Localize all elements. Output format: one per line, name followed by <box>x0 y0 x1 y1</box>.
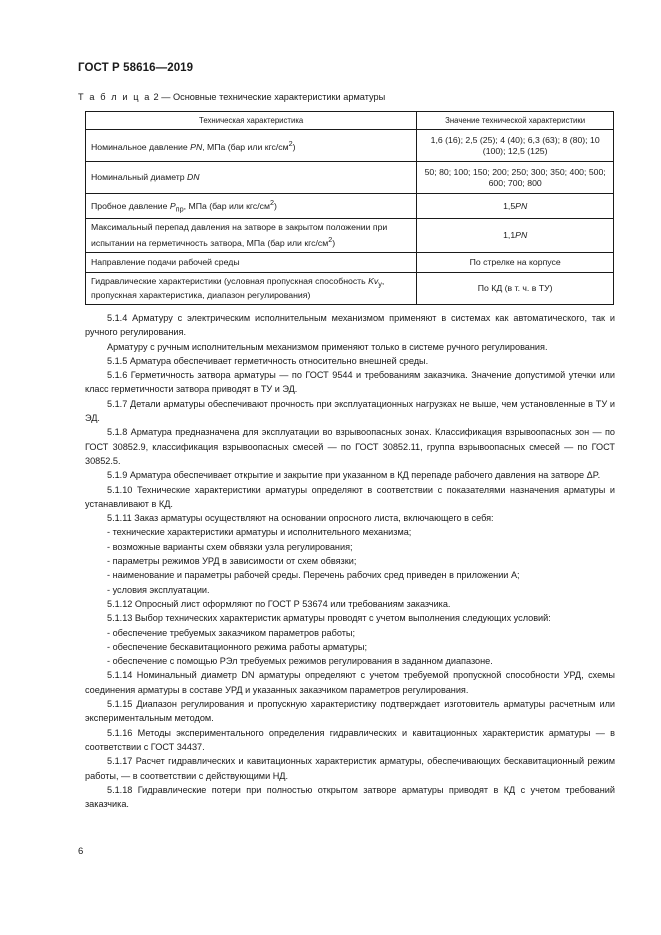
table-caption-title: — Основные технические характеристики арматуры <box>158 92 386 102</box>
row-name-cell <box>86 272 417 304</box>
spec-table <box>85 111 614 305</box>
row-name-symbol: DN <box>186 172 200 183</box>
column-header-value: Значение технической характеристики <box>417 112 614 130</box>
table-header-row <box>86 112 614 130</box>
paragraph-5-1-16: 5.1.16 Методы экспериментального определения гидравлических и кавитационных характеристик арматуры — в соответствии с ГОСТ 34437. <box>85 727 615 752</box>
row-name-sub: пр <box>175 204 184 214</box>
paragraph-5-1-5: 5.1.5 Арматура обеспечивает герметичность относительно внешней среды. <box>107 355 429 366</box>
paragraph-5-1-12: 5.1.12 Опросный лист оформляют по ГОСТ Р 53674 или требованиям заказчика. <box>107 598 451 609</box>
page-number: 6 <box>78 846 84 857</box>
paragraph-5-1-6: 5.1.6 Герметичность затвора арматуры — по ГОСТ 9544 и требованиям заказчика. Значение допустимой утечки или класс герметичности затвора приводят в ТУ и ЭД. <box>85 370 615 395</box>
row-name-symbol: PN <box>190 142 203 153</box>
paragraph-5-1-10: 5.1.10 Технические характеристики арматуры определяют в соответствии с показателями назначения арматуры и устанавливают в КД. <box>85 484 615 509</box>
row-name-end: ) <box>332 237 336 248</box>
paragraph-5-1-8: 5.1.8 Арматура предназначена для эксплуатации во взрывоопасных зонах. Классификация взрывоопасных зон — по ГОСТ 30852.9, классификация взрывоопасных смесей — по ГОСТ 30852.11, группа взрывоопасных смесей — по ГОСТ 30852.5. <box>85 427 615 466</box>
row-name-symbol: Kv <box>368 275 379 286</box>
table-row <box>86 252 614 272</box>
table-caption-prefix: Т а б л и ц а <box>78 92 151 102</box>
table-row <box>86 130 614 162</box>
paragraph-5-1-4-manual: Арматуру с ручным исполнительным механизмом применяют только в системе ручного регулирования. <box>107 341 548 352</box>
row-name-cell <box>86 219 417 252</box>
table-row <box>86 194 614 219</box>
row-name-sub: y <box>378 279 382 289</box>
list-item: - обеспечение требуемых заказчиком параметров работы; <box>85 626 615 640</box>
row-name-unit: , МПа (бар или кгс/см <box>202 142 289 153</box>
row-value-symbol: PN <box>515 200 528 211</box>
row-name-text: Номинальное давление <box>91 142 191 153</box>
paragraph-5-1-14: 5.1.14 Номинальный диаметр DN арматуры определяют с учетом требуемой пропускной способности УРД, схемы соединения арматуры в составе УРД и указанных заказчиком параметров регулирования. <box>85 670 615 695</box>
row-value-number: 1,5 <box>503 200 516 211</box>
row-value-symbol: PN <box>515 229 528 240</box>
table-row <box>86 272 614 304</box>
paragraph-5-1-13: 5.1.13 Выбор технических характеристик арматуры проводят с учетом выполнения следующих условий: <box>107 613 551 624</box>
table-caption <box>78 92 385 102</box>
paragraph-5-1-4: 5.1.4 Арматуру с электрическим исполнительным механизмом применяют в системах как автоматического, так и ручного регулирования. <box>85 313 615 338</box>
table-caption-number: 2 <box>153 92 159 102</box>
table-row <box>86 162 614 194</box>
row-name-unit: , пропускная характеристика, диапазон регулирования) <box>91 275 385 300</box>
row-name-end: ) <box>274 201 277 212</box>
body-text <box>85 311 615 811</box>
row-name-text: Пробное давление <box>91 201 170 212</box>
row-name-cell <box>86 130 417 162</box>
row-name-sup: 2 <box>269 198 275 208</box>
row-value-number: 1,1 <box>503 229 516 240</box>
list-item: - параметры режимов УРД в зависимости от схем обвязки; <box>85 554 615 568</box>
row-name-end: ) <box>292 142 296 153</box>
row-value-cell: 1,6 (16); 2,5 (25); 4 (40); 6,3 (63); 8 (80); 10 (100); 12,5 (125) <box>417 130 614 162</box>
row-name-text: Номинальный диаметр <box>91 172 187 183</box>
row-name-sup: 2 <box>288 139 293 149</box>
row-name-cell: Направление подачи рабочей среды <box>86 252 417 272</box>
paragraph-5-1-15: 5.1.15 Диапазон регулирования и пропускную характеристику подтверждает изготовитель арматуры расчетным или экспериментальным методом. <box>85 699 615 724</box>
row-name-symbol: P <box>169 201 176 212</box>
table-row <box>86 219 614 252</box>
row-name-sup: 2 <box>328 234 333 244</box>
row-name-cell <box>86 194 417 219</box>
list-item: - возможные варианты схем обвязки узла регулирования; <box>85 540 615 554</box>
row-name-text: Гидравлические характеристики (условная пропускная способность <box>91 275 369 286</box>
row-name-text: Максимальный перепад давления на затворе в закрытом положении при испытании на герметичность затвора, МПа (бар или кгс/см <box>91 222 388 248</box>
paragraph-5-1-18: 5.1.18 Гидравлические потери при полностью открытом затворе арматуры приводят в КД с учетом требований заказчика. <box>85 784 615 810</box>
list-item: - условия эксплуатации. <box>85 583 615 597</box>
paragraph-5-1-7: 5.1.7 Детали арматуры обеспечивают прочность при эксплуатационных нагрузках не выше, чем установленные в ТУ и ЭД. <box>85 398 615 424</box>
list-item: - наименование и параметры рабочей среды. Перечень рабочих сред приведен в приложении А; <box>85 568 615 582</box>
row-value-cell: По КД (в т. ч. в ТУ) <box>417 272 614 304</box>
row-name-cell <box>86 162 417 194</box>
paragraph-5-1-9: 5.1.9 Арматура обеспечивает открытие и закрытие при указанном в КД перепаде рабочего давления на затворе ΔP. <box>107 470 601 481</box>
row-value-cell: По стрелке на корпусе <box>417 252 614 272</box>
row-name-unit: , МПа (бар или кгс/см <box>183 201 270 212</box>
paragraph-5-1-17: 5.1.17 Расчет гидравлических и кавитационных характеристик арматуры, обеспечивающих бескавитационный режим работы, — в соответствии с действующими НД. <box>85 756 615 781</box>
list-item: - обеспечение бескавитационного режима работы арматуры; <box>85 640 615 654</box>
list-item: - технические характеристики арматуры и исполнительного механизма; <box>85 525 615 539</box>
column-header-characteristic: Техническая характеристика <box>86 112 417 130</box>
row-value-cell <box>417 219 614 252</box>
row-value-cell: 50; 80; 100; 150; 200; 250; 300; 350; 400; 500; 600; 700; 800 <box>417 162 614 194</box>
row-value-cell <box>417 194 614 219</box>
list-item: - обеспечение с помощью РЭл требуемых режимов регулирования в заданном диапазоне. <box>85 654 615 668</box>
paragraph-5-1-11: 5.1.11 Заказ арматуры осуществляют на основании опросного листа, включающего в себя: <box>107 513 494 524</box>
document-header: ГОСТ Р 58616—2019 <box>78 62 194 74</box>
